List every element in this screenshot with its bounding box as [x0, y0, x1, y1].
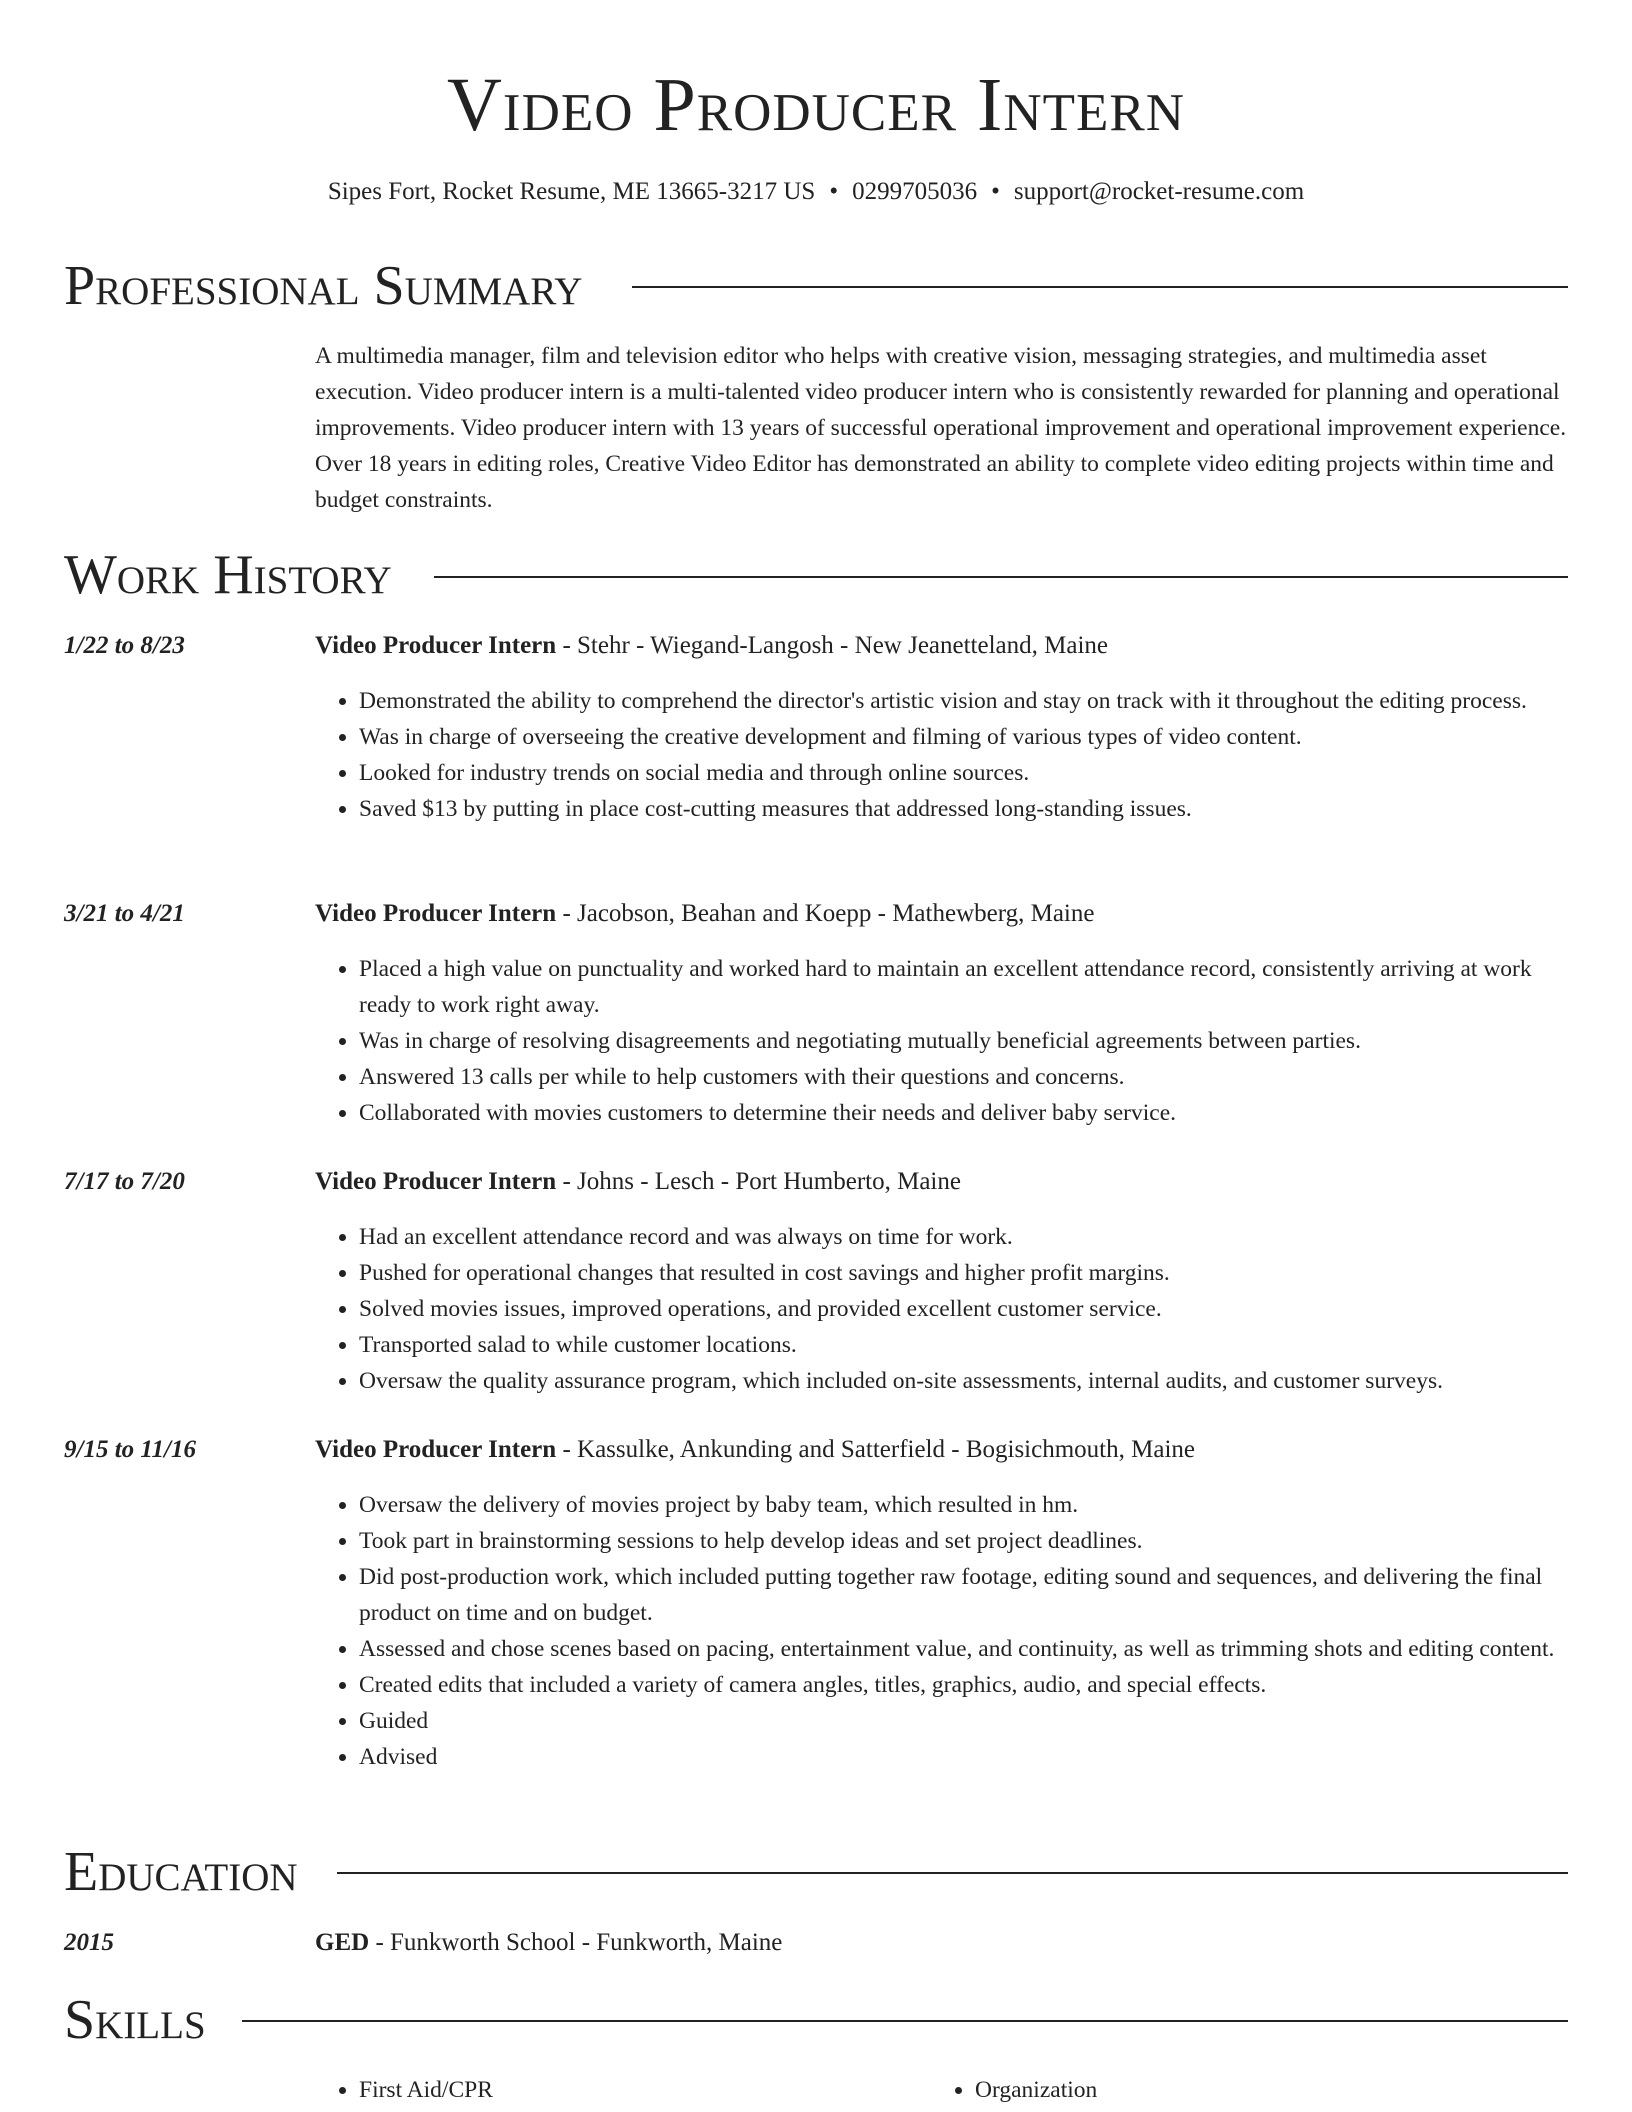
email: support@rocket-resume.com — [1013, 178, 1305, 205]
job-dates: 1/22 to 8/23 — [64, 632, 185, 659]
section-title-skills: Skills — [64, 1989, 206, 2051]
job-dates: 3/21 to 4/21 — [64, 900, 185, 927]
job-bullets — [315, 951, 1568, 1131]
list-item: • Looked for industry trends on social media and through online sources. — [359, 755, 1568, 791]
list-item: • Advised — [359, 1739, 1568, 1775]
list-item: • Placed a high value on punctuality and worked hard to maintain an excellent attendance record, consistently arriving at work ready to work right away. — [359, 951, 1568, 1023]
section-divider — [337, 1872, 1568, 1874]
job-bullets — [315, 1487, 1568, 1775]
job-heading — [315, 896, 1568, 932]
education-year: 2015 — [64, 1929, 114, 1956]
job-heading — [315, 628, 1568, 664]
job-heading — [315, 1432, 1568, 1468]
list-item: • Transported salad to while customer locations. — [359, 1327, 1568, 1363]
school-details: - Funkworth School - Funkworth, Maine — [369, 1929, 783, 1956]
job-title: Video Producer Intern — [315, 1168, 557, 1195]
section-divider — [242, 2020, 1568, 2022]
list-item: • Demonstrated the ability to comprehend the director's artistic vision and stay on track with it throughout the editing process. — [359, 683, 1568, 719]
list-item: • Was in charge of overseeing the creative development and filming of various types of video content. — [359, 719, 1568, 755]
job-bullets — [315, 1219, 1568, 1399]
list-item: • Oversaw the delivery of movies project by baby team, which resulted in hm. — [359, 1487, 1568, 1523]
section-title-work-history: Work History — [64, 544, 392, 606]
education-entry — [315, 1925, 1568, 1961]
job-heading — [315, 1164, 1568, 1200]
contact-line — [0, 174, 1632, 210]
summary-text: A multimedia manager, film and television editor who helps with creative vision, messaging strategies, and multimedia asset execution. Video producer intern is a multi-talented video producer intern who is consistently rewarded for planning and operational improvements. Video producer intern with 13 years of successful operational improvement and operational improvement experience. Over 18 years in editing roles, Creative Video Editor has demonstrated an ability to complete video editing projects within time and budget constraints. — [315, 343, 1567, 513]
section-divider — [632, 286, 1568, 288]
skills-list-left — [315, 2072, 939, 2108]
list-item: • Created edits that included a variety of camera angles, titles, graphics, audio, and special effects. — [359, 1667, 1568, 1703]
job-bullets — [315, 683, 1568, 827]
list-item: • Had an excellent attendance record and was always on time for work. — [359, 1219, 1568, 1255]
degree: GED — [315, 1929, 370, 1956]
list-item: • Was in charge of resolving disagreements and negotiating mutually beneficial agreements between parties. — [359, 1023, 1568, 1059]
skills-list-right — [931, 2072, 1555, 2108]
job-title: Video Producer Intern — [315, 1436, 557, 1463]
separator-dot: • — [991, 178, 1000, 205]
list-item: • Collaborated with movies customers to determine their needs and deliver baby service. — [359, 1095, 1568, 1131]
job-employer: - Johns - Lesch - Port Humberto, Maine — [556, 1168, 961, 1195]
list-item: • Pushed for operational changes that resulted in cost savings and higher profit margins. — [359, 1255, 1568, 1291]
section-divider — [434, 576, 1568, 578]
job-dates: 7/17 to 7/20 — [64, 1168, 185, 1195]
skill-item: • First Aid/CPR — [359, 2072, 939, 2108]
section-title-summary: Professional Summary — [64, 255, 583, 317]
list-item: • Assessed and chose scenes based on pacing, entertainment value, and continuity, as well as trimming shots and editing content. — [359, 1631, 1568, 1667]
candidate-name: Video Producer Intern — [447, 63, 1185, 147]
separator-dot: • — [829, 178, 839, 205]
phone: 0299705036 — [852, 178, 978, 205]
address: Sipes Fort, Rocket Resume, ME 13665-3217 US — [327, 178, 816, 205]
list-item: • Answered 13 calls per while to help customers with their questions and concerns. — [359, 1059, 1568, 1095]
list-item: • Oversaw the quality assurance program, which included on-site assessments, internal audits, and customer surveys. — [359, 1363, 1568, 1399]
section-title-education: Education — [64, 1841, 298, 1903]
list-item: • Did post-production work, which included putting together raw footage, editing sound and sequences, and delivering the final product on time and on budget. — [359, 1559, 1568, 1631]
list-item: • Saved $13 by putting in place cost-cutting measures that addressed long-standing issues. — [359, 791, 1568, 827]
list-item: • Took part in brainstorming sessions to help develop ideas and set project deadlines. — [359, 1523, 1568, 1559]
job-title: Video Producer Intern — [315, 632, 557, 659]
job-employer: - Jacobson, Beahan and Koepp - Mathewberg, Maine — [556, 900, 1095, 927]
job-employer: - Kassulke, Ankunding and Satterfield - Bogisichmouth, Maine — [556, 1436, 1195, 1463]
skill-item: • Organization — [975, 2072, 1555, 2108]
job-dates: 9/15 to 11/16 — [64, 1436, 196, 1463]
list-item: • Guided — [359, 1703, 1568, 1739]
job-title: Video Producer Intern — [315, 900, 557, 927]
job-employer: - Stehr - Wiegand-Langosh - New Jeanetteland, Maine — [556, 632, 1109, 659]
list-item: • Solved movies issues, improved operations, and provided excellent customer service. — [359, 1291, 1568, 1327]
